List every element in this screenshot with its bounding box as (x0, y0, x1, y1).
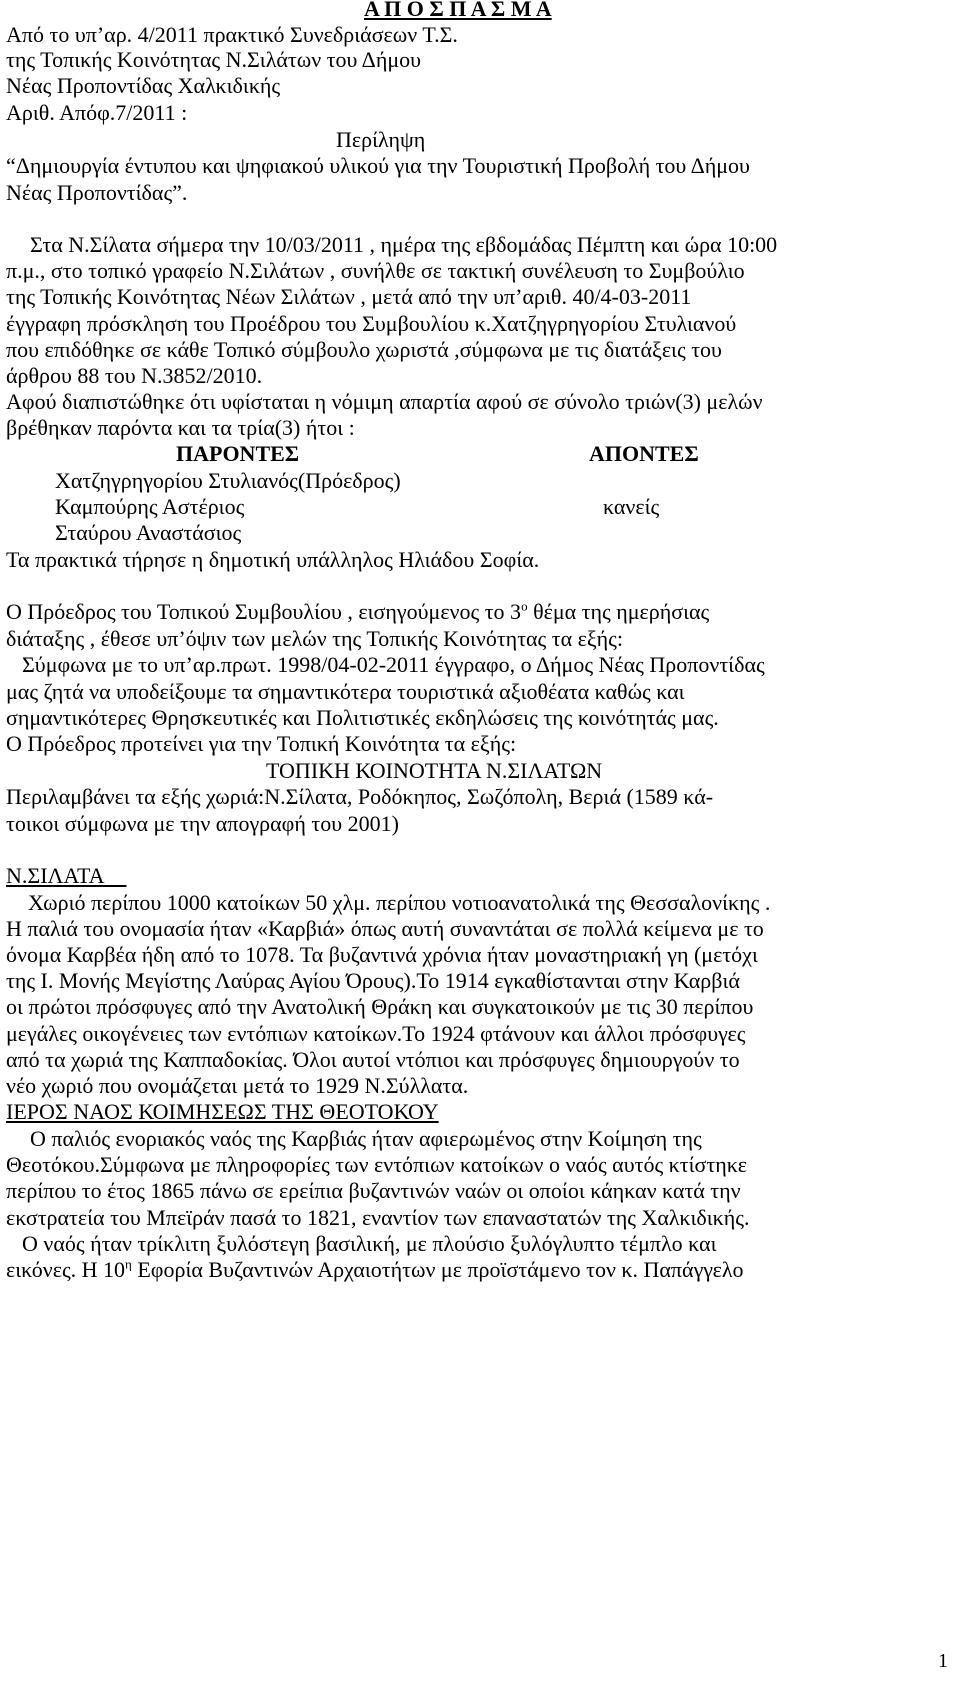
body-line: σημαντικότερες Θρησκευτικές και Πολιτιστικές εκδηλώσεις της κοινότητάς μας. (6, 705, 719, 730)
intro-line-1: Στα Ν.Σίλατα σήμερα την 10/03/2011 , ημέρα της εβδομάδας Πέμπτη και ώρα 10:00 (30, 232, 778, 257)
intro-line-6: άρθρου 88 του Ν.3852/2010. (6, 363, 263, 388)
body-line: εκστρατεία του Μπεϊράν πασά το 1821, εναντίον των επαναστατών της Χαλκιδικής. (6, 1205, 750, 1230)
body-line: διάταξης , έθεσε υπ’όψιν των μελών της Τοπικής Κοινότητας τα εξής: (6, 626, 624, 651)
body-line: Ο Πρόεδρος προτείνει για την Τοπική Κοινότητα τα εξής: (6, 731, 517, 756)
body-line: Ο Πρόεδρος του Τοπικού Συμβουλίου , εισηγούμενος το $3^o$ θέμα της ημερήσιας (6, 598, 710, 624)
body-line: Σύμφωνα με το υπ’αρ.πρωτ. 1998/04-02-2011 έγγραφο, ο Δήμος Νέας Προποντίδας (22, 652, 765, 677)
body-line: Θεοτόκου.Σύμφωνα με πληροφορίες των εντόπιων κατοίκων ο ναός αυτός κτίστηκε (6, 1152, 748, 1177)
intro-line-5: που επιδόθηκε σε κάθε Τοπικό σύμβουλο χωριστά ,σύμφωνα με τις διατάξεις του (6, 337, 722, 362)
summary-line-1: “Δημιουργία έντυπου και ψηφιακού υλικού για την Τουριστική Προβολή του Δήμου (6, 153, 750, 178)
body-line: μεγάλες οικογένειες των εντόπιων κατοίκων.Το 1924 φτάνουν και άλλοι πρόσφυγες (6, 1021, 746, 1046)
intro-line-8: βρέθηκαν παρόντα και τα τρία(3) ήτοι : (6, 415, 355, 440)
present-member: Καμπούρης Αστέριος (55, 494, 245, 519)
summary-label: Περίληψη (336, 127, 426, 152)
body-line: Η παλιά του ονομασία ήταν «Καρβιά» όπως αυτή συναντάται σε πολλά κείμενα με το (6, 916, 764, 941)
absent-member: κανείς (603, 494, 660, 519)
present-member: Χατζηγρηγορίου Στυλιανός(Πρόεδρος) (55, 468, 401, 493)
body-line: από τα χωριά της Καππαδοκίας. Όλοι αυτοί ντόπιοι και πρόσφυγες δημιουργούν το (6, 1047, 740, 1072)
minutes-keeper: Τα πρακτικά τήρησε η δημοτική υπάλληλος Ηλιάδου Σοφία. (6, 547, 540, 572)
body-line: εικόνες. Η $10^\eta$ Εφορία Βυζαντινών Αρχαιοτήτων με προϊστάμενο τον κ. Παπάγγελο (6, 1256, 744, 1282)
intro-line-7: Αφού διαπιστώθηκε ότι υφίσταται η νόμιμη απαρτία αφού σε σύνολο τριών(3) μελών (6, 389, 763, 414)
page-number: 1 (938, 1650, 948, 1672)
document-title: Α Π Ο Σ Π Α Σ Μ Α (364, 0, 552, 21)
body-line: Χωριό περίπου 1000 κατοίκων 50 χλμ. περίπου νοτιοανατολικά της Θεσσαλονίκης . (28, 890, 771, 915)
reference-line-1: Από το υπ’αρ. 4/2011 πρακτικό Συνεδριάσεων Τ.Σ. (6, 22, 458, 47)
body-line: Ο παλιός ενοριακός ναός της Καρβιάς ήταν αφιερωμένος στην Κοίμηση της (30, 1126, 702, 1151)
intro-line-4: έγγραφη πρόσκληση του Προέδρου του Συμβουλίου κ.Χατζηγρηγορίου Στυλιανού (6, 311, 737, 336)
decision-number: Αριθ. Απόφ.7/2011 : (6, 100, 188, 125)
section-heading: ΙΕΡΟΣ ΝΑΟΣ ΚΟΙΜΗΣΕΩΣ ΤΗΣ ΘΕΟΤΟΚΟΥ (6, 1099, 439, 1124)
body-line: νέο χωριό που ονομάζεται μετά το 1929 Ν.Σύλλατα. (6, 1073, 469, 1098)
section-heading: Ν.ΣΙΛΑΤΑ (6, 863, 105, 888)
body-line: Περιλαμβάνει τα εξής χωριά:Ν.Σίλατα, Ροδόκηπος, Σωζόπολη, Βεριά (1589 κά- (6, 784, 714, 809)
body-line: οι πρώτοι πρόσφυγες από την Ανατολική Θράκη και συγκατοικούν με τις 30 περίπου (6, 994, 754, 1019)
present-member: Σταύρου Αναστάσιος (55, 520, 242, 545)
intro-line-3: της Τοπικής Κοινότητας Νέων Σιλάτων , μετά από την υπ’αριθ. 40/4-03-2011 (6, 284, 692, 309)
summary-line-2: Νέας Προποντίδας”. (6, 180, 188, 205)
body-line: όνομα Καρβέα ήδη από το 1078. Τα βυζαντινά χρόνια ήταν μοναστηριακή γη (μετόχι (6, 942, 758, 967)
intro-line-2: π.μ., στο τοπικό γραφείο Ν.Σιλάτων , συνήλθε σε τακτική συνέλευση το Συμβούλιο (6, 258, 745, 283)
present-header: ΠΑΡΟΝΤΕΣ (176, 441, 300, 466)
body-line: Ο ναός ήταν τρίκλιτη ξυλόστεγη βασιλική, με πλούσιο ξυλόγλυπτο τέμπλο και (22, 1231, 717, 1256)
body-line: μας ζητά να υποδείξουμε τα σημαντικότερα τουριστικά αξιοθέατα καθώς και (6, 679, 685, 704)
body-line: περίπου το έτος 1865 πάνω σε ερείπια βυζαντινών ναών οι οποίοι κάηκαν κατά την (6, 1178, 741, 1203)
body-line: της Ι. Μονής Μεγίστης Λαύρας Αγίου Όρους).Το 1914 εγκαθίστανται στην Καρβιά (6, 968, 740, 993)
absent-header: ΑΠΟΝΤΕΣ (589, 441, 699, 466)
community-title: ΤΟΠΙΚΗ ΚΟΙΝΟΤΗΤΑ Ν.ΣΙΛΑΤΩΝ (266, 758, 603, 783)
reference-line-3: Νέας Προποντίδας Χαλκιδικής (6, 73, 281, 98)
body-line: τοικοι σύμφωνα με την απογραφή του 2001) (6, 811, 399, 836)
reference-line-2: της Τοπικής Κοινότητας Ν.Σιλάτων του Δήμου (6, 47, 422, 72)
